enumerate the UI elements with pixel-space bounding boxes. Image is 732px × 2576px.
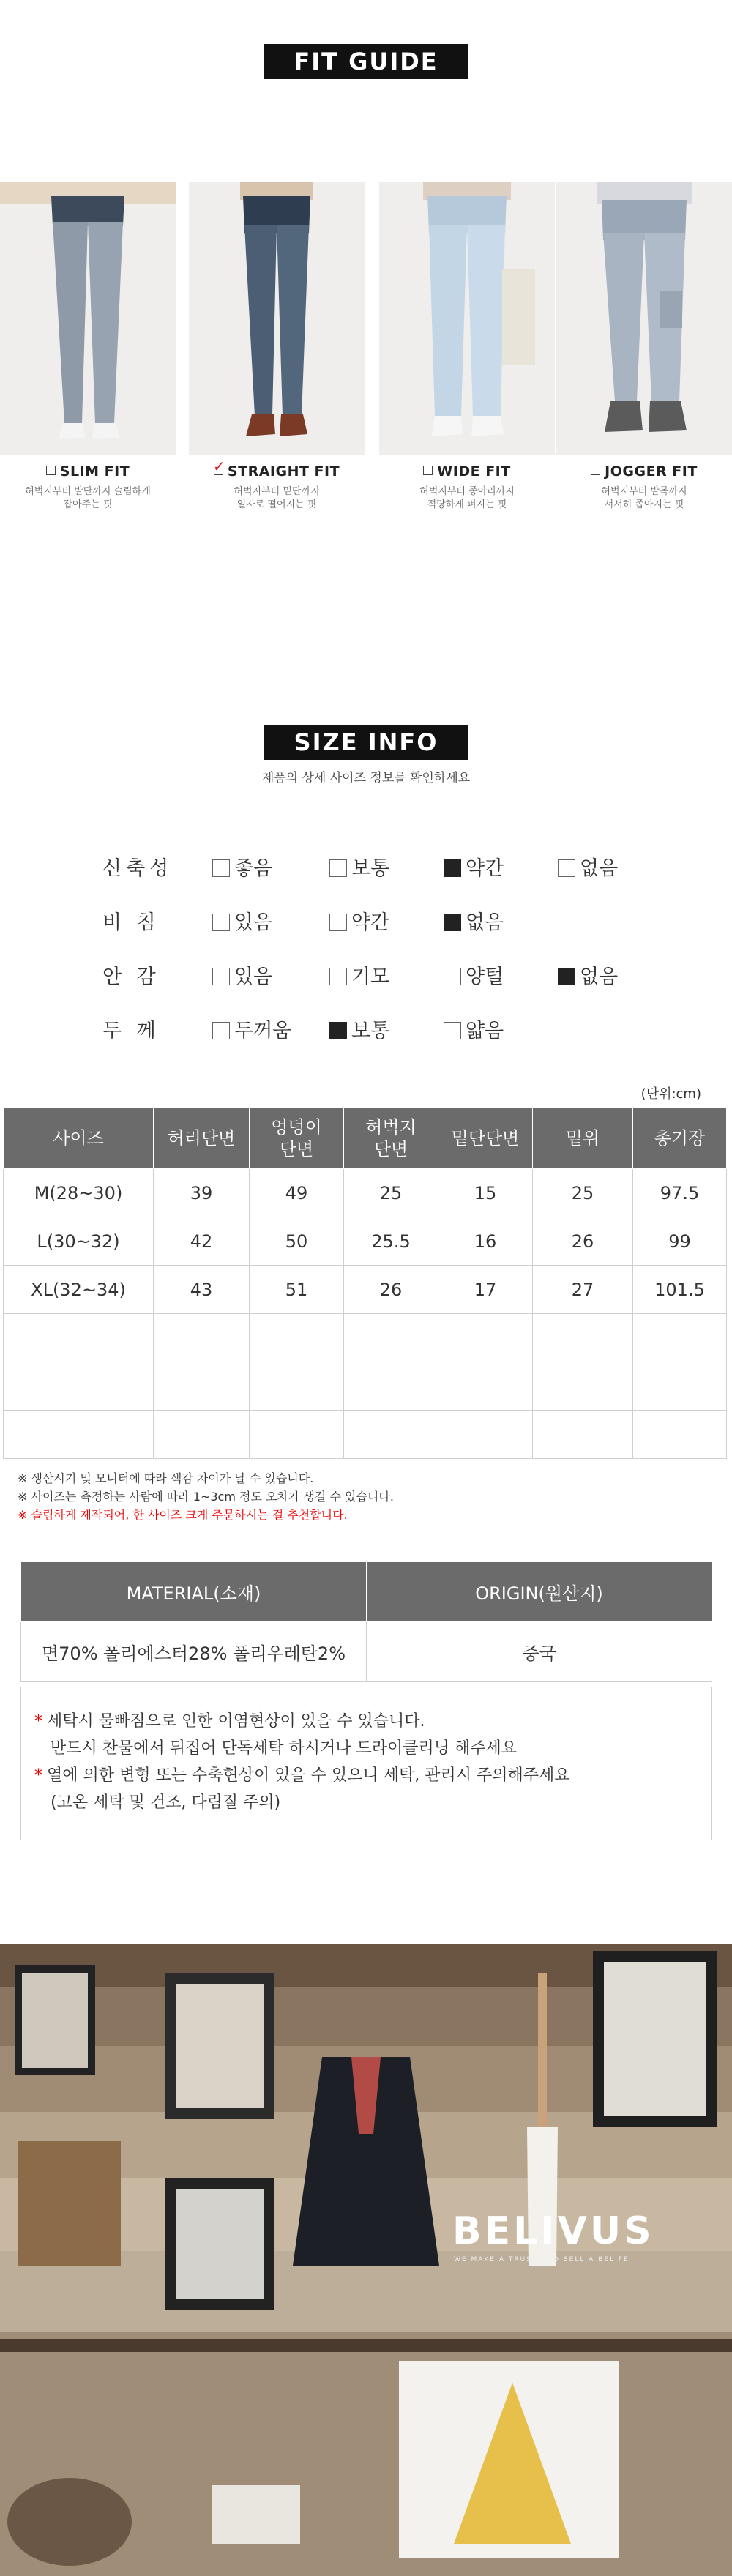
fit-guide-title: FIT GUIDE [264, 44, 468, 79]
checkbox-icon [46, 466, 56, 475]
table-cell: 43 [154, 1266, 250, 1314]
table-cell: 16 [438, 1217, 533, 1266]
checkbox-icon [329, 914, 347, 931]
table-cell [154, 1314, 250, 1362]
jogger-fit-label: JOGGER FIT [556, 463, 732, 479]
size-table [3, 1107, 727, 1459]
filled-checkbox-icon [329, 1022, 347, 1039]
unit-label: (단위:cm) [640, 1086, 701, 1102]
table-cell [438, 1362, 533, 1411]
origin-value: 중국 [367, 1622, 712, 1682]
table-cell: 50 [250, 1217, 344, 1266]
care-line: 반드시 찬물에서 뒤집어 단독세탁 하시거나 드라이클리닝 해주세요 [51, 1739, 518, 1758]
table-cell [344, 1411, 438, 1459]
attr-option: 보통 [329, 852, 389, 881]
checkbox-icon [212, 859, 230, 877]
table-cell [633, 1411, 727, 1459]
note-color: ※ 생산시기 및 모니터에 따라 색감 차이가 날 수 있습니다. [18, 1471, 314, 1485]
table-cell [633, 1362, 727, 1411]
table-cell [154, 1362, 250, 1411]
attr-option: 있음 [212, 906, 272, 935]
size-notes [18, 1469, 394, 1524]
filled-checkbox-icon [558, 968, 575, 985]
table-cell: 26 [344, 1266, 438, 1314]
table-row [4, 1217, 727, 1266]
table-cell [4, 1314, 154, 1362]
size-table-header [4, 1108, 727, 1169]
wide-fit-photo [379, 182, 555, 455]
asterisk-icon: * [34, 1712, 42, 1731]
checkbox-icon [558, 859, 575, 877]
header-thigh: 허벅지 단면 [344, 1108, 438, 1169]
size-info-title: SIZE INFO [264, 725, 468, 760]
table-row [4, 1169, 727, 1217]
header-length: 총기장 [633, 1108, 727, 1169]
table-row-empty [4, 1314, 727, 1362]
checkbox-icon [423, 466, 433, 475]
table-cell: 25.5 [344, 1217, 438, 1266]
attr-option: 약간 [329, 906, 389, 935]
checkbox-icon [591, 466, 600, 475]
straight-fit-label: ✓STRAIGHT FIT [189, 463, 365, 479]
table-cell [4, 1362, 154, 1411]
table-cell [250, 1314, 344, 1362]
attr-option: 양털 [444, 960, 504, 989]
table-cell [250, 1362, 344, 1411]
table-row [4, 1266, 727, 1314]
material-table [20, 1561, 712, 1682]
wide-fit-label: WIDE FIT [379, 463, 555, 479]
slim-fit-photo [0, 182, 176, 455]
attr-option: 기모 [329, 960, 389, 989]
table-cell [438, 1314, 533, 1362]
attr-option: 두꺼움 [212, 1015, 291, 1043]
header-rise: 밑위 [533, 1108, 633, 1169]
header-hip: 엉덩이 단면 [250, 1108, 344, 1169]
care-line: * 세탁시 물빠짐으로 인한 이염현상이 있을 수 있습니다. [34, 1712, 425, 1731]
table-cell: 42 [154, 1217, 250, 1266]
material-value: 면70% 폴리에스터28% 폴리우레탄2% [21, 1622, 367, 1682]
checkbox-icon [329, 859, 347, 877]
table-cell [533, 1411, 633, 1459]
attr-option: 없음 [558, 852, 618, 881]
checkbox-icon [444, 1022, 461, 1039]
attr-option: 있음 [212, 960, 272, 989]
attr-name: 신축성 [102, 857, 173, 880]
brand-logo: BELIVUS [452, 2209, 654, 2253]
table-cell: 99 [633, 1217, 727, 1266]
table-cell: 25 [533, 1169, 633, 1217]
checkbox-icon [444, 968, 461, 985]
table-cell [154, 1411, 250, 1459]
table-row-empty [4, 1411, 727, 1459]
wide-fit-desc: 허벅지부터 종아리까지 적당하게 퍼지는 핏 [419, 486, 515, 510]
table-cell [344, 1314, 438, 1362]
table-cell [4, 1411, 154, 1459]
brand-tagline: WE MAKE A TRUST AND SELL A BELIFE [454, 2256, 630, 2263]
header-hem: 밑단단면 [438, 1108, 533, 1169]
filled-checkbox-icon [444, 859, 461, 877]
table-cell: M(28~30) [4, 1169, 154, 1217]
attr-option: 얇음 [444, 1015, 504, 1043]
table-cell: 25 [344, 1169, 438, 1217]
attr-option-selected: 약간 [444, 852, 504, 881]
slim-fit-desc: 허벅지부터 발단까지 슬림하게 잡아주는 핏 [25, 486, 151, 510]
table-cell [533, 1314, 633, 1362]
attr-name: 비 침 [102, 911, 160, 934]
checkbox-icon [212, 914, 230, 931]
table-cell: 97.5 [633, 1169, 727, 1217]
fit-guide-row [0, 182, 732, 510]
table-row-empty [4, 1362, 727, 1411]
table-cell: 51 [250, 1266, 344, 1314]
table-cell: 39 [154, 1169, 250, 1217]
table-cell [344, 1362, 438, 1411]
checkbox-icon [212, 968, 230, 985]
straight-fit-photo [189, 182, 365, 455]
note-recommend: ※ 슬림하게 제작되어, 한 사이즈 크게 주문하시는 걸 추천합니다. [18, 1508, 348, 1522]
header-waist: 허리단면 [154, 1108, 250, 1169]
table-cell: 26 [533, 1217, 633, 1266]
table-cell [633, 1314, 727, 1362]
table-cell [438, 1411, 533, 1459]
filled-checkbox-icon [444, 914, 461, 931]
table-cell: 17 [438, 1266, 533, 1314]
attr-option-selected: 없음 [558, 960, 618, 989]
table-cell [250, 1411, 344, 1459]
header-origin: ORIGIN(원산지) [367, 1562, 712, 1622]
attr-option-selected: 없음 [444, 906, 504, 935]
table-cell: 15 [438, 1169, 533, 1217]
attr-name: 안 감 [102, 966, 160, 988]
table-cell: 27 [533, 1266, 633, 1314]
jogger-fit-desc: 허벅지부터 발목까지 서서히 좁아지는 핏 [601, 486, 687, 510]
attr-option-selected: 보통 [329, 1015, 389, 1043]
attr-option: 좋음 [212, 852, 272, 881]
header-material: MATERIAL(소재) [21, 1562, 367, 1622]
checkbox-icon [212, 1022, 230, 1039]
slim-fit-label: SLIM FIT [0, 463, 176, 479]
attr-name: 두 께 [102, 1020, 160, 1042]
care-line: (고온 세탁 및 건조, 다림질 주의) [51, 1793, 281, 1812]
size-info-subtitle: 제품의 상세 사이즈 정보를 확인하세요 [261, 771, 471, 785]
table-cell: 49 [250, 1169, 344, 1217]
checked-checkbox-icon [214, 466, 223, 475]
table-cell: 101.5 [633, 1266, 727, 1314]
care-instructions [20, 1687, 712, 1840]
jogger-fit-photo [556, 182, 732, 455]
checkbox-icon [329, 968, 347, 985]
note-measure: ※ 사이즈는 측정하는 사람에 따라 1~3cm 정도 오차가 생길 수 있습니다. [18, 1490, 394, 1504]
care-line: * 열에 의한 변형 또는 수축현상이 있을 수 있으니 세탁, 관리시 주의해주세요 [34, 1766, 570, 1785]
table-cell [533, 1362, 633, 1411]
table-cell: XL(32~34) [4, 1266, 154, 1314]
asterisk-icon: * [34, 1766, 42, 1785]
header-size: 사이즈 [4, 1108, 154, 1169]
straight-fit-desc: 허벅지부터 밑단까지 일자로 떨어지는 핏 [234, 486, 320, 510]
table-cell: L(30~32) [4, 1217, 154, 1266]
